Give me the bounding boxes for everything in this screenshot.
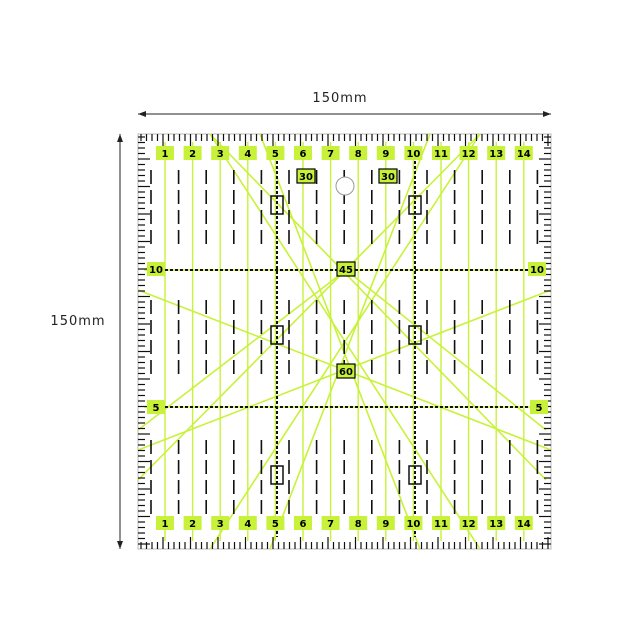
width-dimension (138, 91, 551, 117)
number-label: 12 (461, 519, 476, 530)
number-label: 6 (299, 519, 307, 530)
number-label: 11 (434, 519, 448, 530)
number-label: 1 (161, 519, 169, 530)
number-label: 13 (489, 519, 504, 530)
svg-text:5: 5 (152, 403, 160, 414)
number-label: 5 (271, 149, 279, 160)
number-label: 2 (189, 519, 197, 530)
number-label: 14 (516, 519, 531, 530)
number-label: 7 (327, 519, 335, 530)
number-label: 8 (354, 149, 362, 160)
side-label-left-lower (147, 400, 165, 414)
side-label-right-upper (528, 262, 546, 276)
hanging-hole (336, 177, 354, 195)
angle-label-30-right (379, 169, 397, 183)
number-label: 7 (327, 149, 335, 160)
number-label: 9 (382, 519, 390, 530)
number-label: 11 (434, 149, 448, 160)
svg-text:10: 10 (149, 265, 163, 276)
height-label: 150mm (50, 314, 106, 329)
number-label: 12 (461, 149, 476, 160)
angle-label-60 (337, 364, 355, 378)
number-label: 10 (406, 519, 421, 530)
number-label: 1 (161, 149, 169, 160)
number-label: 4 (244, 149, 252, 160)
number-label: 2 (189, 149, 197, 160)
number-label: 10 (406, 149, 421, 160)
number-label: 3 (216, 149, 224, 160)
angle-label-30-left (297, 169, 315, 183)
svg-text:10: 10 (530, 265, 544, 276)
width-label: 150mm (312, 91, 368, 106)
side-label-left-upper (147, 262, 165, 276)
svg-text:30: 30 (381, 172, 395, 183)
number-label: 8 (354, 519, 362, 530)
number-label: 3 (216, 519, 224, 530)
svg-text:30: 30 (299, 172, 313, 183)
svg-text:60: 60 (339, 367, 353, 378)
quilting-ruler (138, 134, 551, 549)
angle-label-45 (337, 262, 355, 276)
number-label: 4 (244, 519, 252, 530)
number-label: 6 (299, 149, 307, 160)
number-label: 5 (271, 519, 279, 530)
number-label: 14 (516, 149, 531, 160)
svg-text:5: 5 (535, 403, 543, 414)
svg-text:45: 45 (339, 265, 353, 276)
side-label-right-lower (530, 400, 548, 414)
height-dimension (50, 134, 123, 549)
number-label: 9 (382, 149, 390, 160)
number-label: 13 (489, 149, 504, 160)
